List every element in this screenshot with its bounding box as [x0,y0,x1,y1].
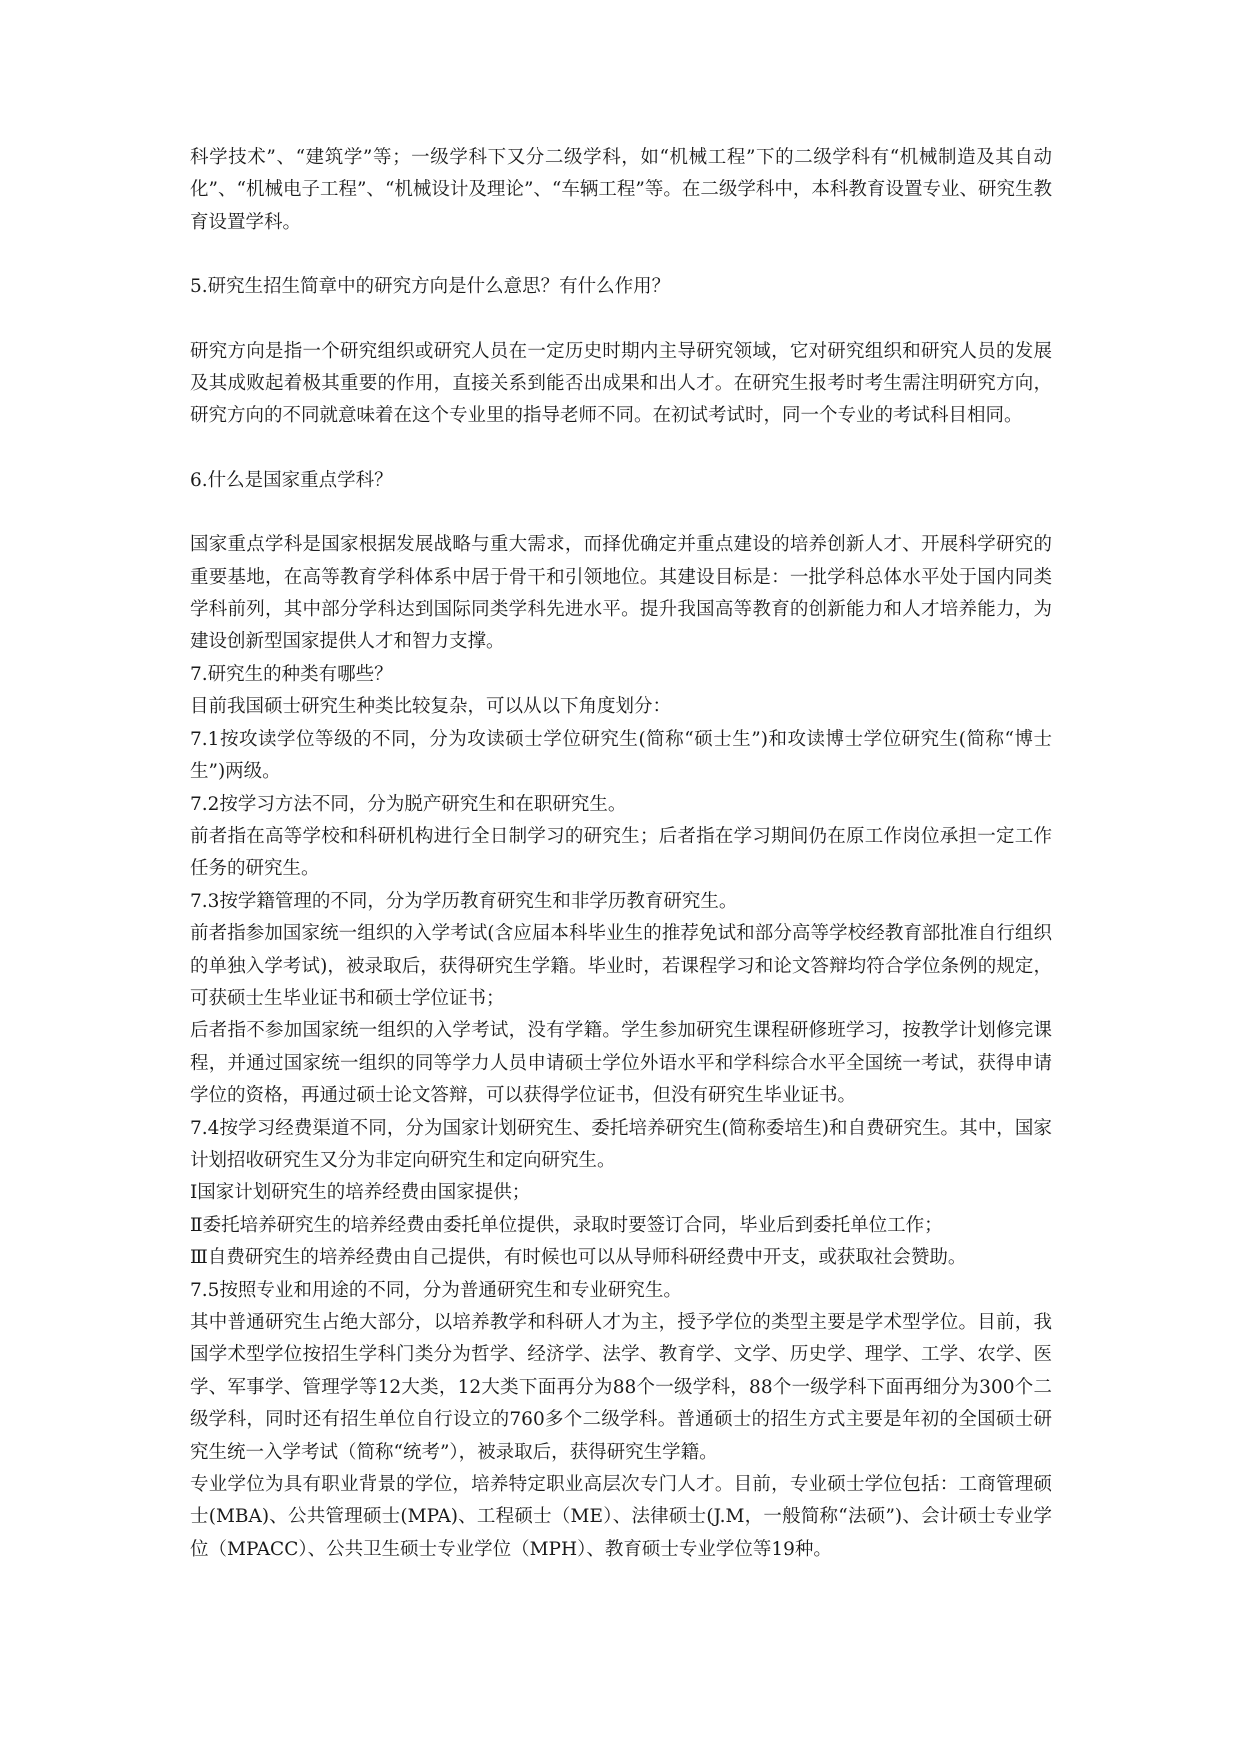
paragraph-gap [190,433,1052,465]
paragraph-types-intro: 目前我国硕士研究生种类比较复杂，可以从以下角度划分： [190,696,672,718]
paragraph-gap [190,304,1052,336]
paragraph-gap [190,239,1052,271]
paragraph-7-3-former: 前者指参加国家统一组织的入学考试(含应届本科毕业生的推荐免试和部分高等学校经教育部批准自行组织的单独入学考试)，被录取后，获得研究生学籍。毕业时，若课程学习和论文答辩均符合学位条例的规定，可获硕士生毕业证书和硕士学位证书； [190,923,1052,1009]
paragraph-research-direction: 研究方向是指一个研究组织或研究人员在一定历史时期内主导研究领域，它对研究组织和研究人员的发展及其成败起着极其重要的作用，直接关系到能否出成果和出人才。在研究生报考时考生需注明研究方向，研究方向的不同就意味着在这个专业里的指导老师不同。在初试考试时，同一个专业的考试科目相同。 [190,340,1052,427]
paragraph-disciplines-continued: 科学技术”、“建筑学”等；一级学科下又分二级学科，如“机械工程”下的二级学科有“机械制造及其自动化”、“机械电子工程”、“机械设计及理论”、“车辆工程”等。在二级学科中，本科教育设置专业、研究生教育设置学科。 [190,147,1052,233]
item-7-4-ii: Ⅱ委托培养研究生的培养经费由委托单位提供，录取时要签订合同，毕业后到委托单位工作； [190,1214,943,1236]
heading-question-6: 6.什么是国家重点学科？ [190,469,393,491]
paragraph-key-disciplines: 国家重点学科是国家根据发展战略与重大需求，而择优确定并重点建设的培养创新人才、开展科学研究的重要基地，在高等教育学科体系中居于骨干和引领地位。其建设目标是：一批学科总体水平处于国内同类学科前列，其中部分学科达到国际同类学科先进水平。提升我国高等教育的创新能力和人才培养能力，为建设创新型国家提供人才和智力支撑。 [190,534,1052,653]
paragraph-professional-degrees: 专业学位为具有职业背景的学位，培养特定职业高层次专门人才。目前，专业硕士学位包括：工商管理硕士(MBA)、公共管理硕士(MPA)、工程硕士（ME）、法律硕士(J.M，一般简称“法硕”)、会计硕士专业学位（MPACC）、公共卫生硕士专业学位（MPH）、教育硕士专业学位等19种。 [190,1474,1052,1560]
paragraph-7-2-detail: 前者指在高等学校和科研机构进行全日制学习的研究生；后者指在学习期间仍在原工作岗位承担一定工作任务的研究生。 [190,825,1052,880]
item-7-5: 7.5按照专业和用途的不同，分为普通研究生和专业研究生。 [190,1279,682,1301]
item-7-3: 7.3按学籍管理的不同，分为学历教育研究生和非学历教育研究生。 [190,890,738,912]
paragraph-academic-degrees: 其中普通研究生占绝大部分，以培养教学和科研人才为主，授予学位的类型主要是学术型学位。目前，我国学术型学位按招生学科门类分为哲学、经济学、法学、教育学、文学、历史学、理学、工学、农学、医学、军事学、管理学等12大类，12大类下面再分为88个一级学科，88个一级学科下面再细分为300个二级学科，同时还有招生单位自行设立的760多个二级学科。普通硕士的招生方式主要是年初的全国硕士研究生统一入学考试（简称“统考”），被录取后，获得研究生学籍。 [190,1312,1052,1463]
item-7-4: 7.4按学习经费渠道不同，分为国家计划研究生、委托培养研究生(简称委培生)和自费研究生。其中，国家计划招收研究生又分为非定向研究生和定向研究生。 [190,1117,1052,1171]
heading-question-7: 7.研究生的种类有哪些？ [190,663,393,685]
paragraph-gap [190,497,1052,529]
item-7-4-i: Ⅰ国家计划研究生的培养经费由国家提供； [190,1182,531,1204]
document-body [190,142,1052,1566]
item-7-2: 7.2按学习方法不同，分为脱产研究生和在职研究生。 [190,793,627,815]
paragraph-7-3-latter: 后者指不参加国家统一组织的入学考试，没有学籍。学生参加研究生课程研修班学习，按教学计划修完课程，并通过国家统一组织的同等学力人员申请硕士学位外语水平和学科综合水平全国统一考试，获得申请学位的资格，再通过硕士论文答辩，可以获得学位证书，但没有研究生毕业证书。 [190,1020,1052,1107]
item-7-4-iii: Ⅲ自费研究生的培养经费由自己提供，有时候也可以从导师科研经费中开支，或获取社会赞助。 [190,1247,967,1269]
item-7-1: 7.1按攻读学位等级的不同，分为攻读硕士学位研究生(简称“硕士生”)和攻读博士学位研究生(简称“博士生”)两级。 [190,728,1052,783]
heading-question-5: 5.研究生招生简章中的研究方向是什么意思？有什么作用？ [190,276,671,298]
